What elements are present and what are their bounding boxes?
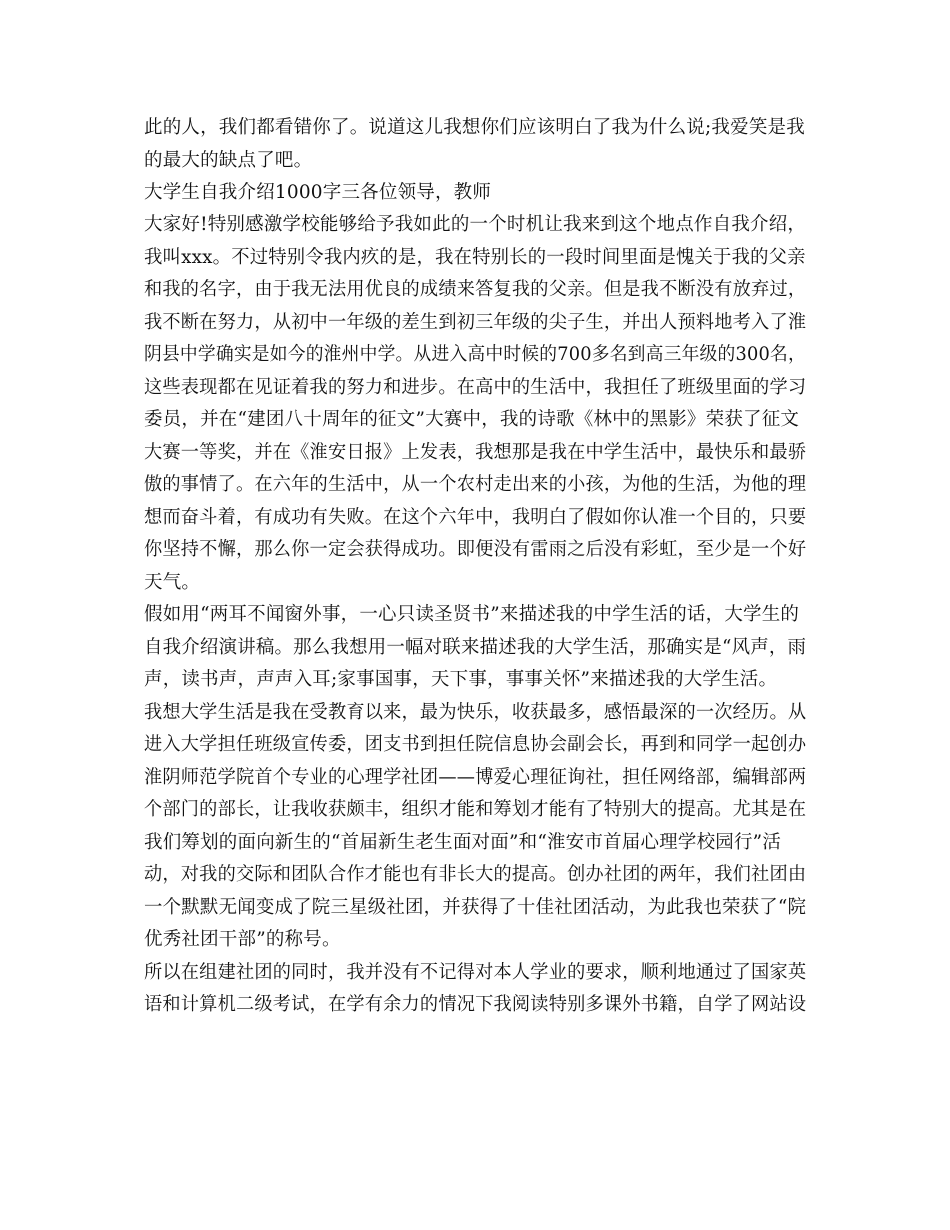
text-line: 一个默默无闻变成了院三星级社团，并获得了十佳社团活动，为此我也荣获了“院 [144,897,807,918]
text-line: 阴县中学确实是如今的淮州中学。从进入高中时候的700多名到高三年级的300名， [144,344,806,365]
text-line: 想而奋斗着，有成功有失败。在这个六年中，我明白了假如你认准一个目的，只要 [144,507,807,528]
text-line: 的最大的缺点了吧。 [144,150,313,171]
text-line: 大家好!特别感激学校能够给予我如此的一个时机让我来到这个地点作自我介绍， [144,214,807,235]
text-line: 天气。 [144,572,201,593]
text-line: 假如用“两耳不闻窗外事，一心只读圣贤书”来描述我的中学生活的话，大学生的 [144,604,800,625]
text-line: 傲的事情了。在六年的生活中，从一个农村走出来的小孩，为他的生活，为他的理 [144,474,807,495]
text-line: 淮阴师范学院首个专业的心理学社团——博爱心理征询社，担任网络部，编辑部两 [144,767,807,788]
text-line: 我们筹划的面向新生的“首届新生老生面对面”和“淮安市首届心理学校园行”活 [144,832,782,853]
text-line: 此的人，我们都看错你了。说道这儿我想你们应该明白了我为什么说;我爱笑是我 [144,117,805,138]
text-line: 委员，并在“建团八十周年的征文”大赛中，我的诗歌《林中的黑影》荣获了征文 [144,409,800,430]
text-line: 语和计算机二级考试，在学有余力的情况下我阅读特别多课外书籍，自学了网站设 [144,994,807,1015]
text-line: 动，对我的交际和团队合作才能也有非长大的提高。创办社团的两年，我们社团由 [144,864,807,885]
text-line: 我不断在努力，从初中一年级的差生到初三年级的尖子生，并出人预料地考入了淮 [144,312,807,333]
text-line: 自我介绍演讲稿。那么我想用一幅对联来描述我的大学生活，那确实是“风声，雨 [144,637,807,658]
text-line: 进入大学担任班级宣传委，团支书到担任院信息协会副会长，再到和同学一起创办 [144,734,807,755]
text-line: 我想大学生活是我在受教育以来，最为快乐，收获最多，感悟最深的一次经历。从 [144,702,807,723]
text-line: 这些表现都在见证着我的努力和进步。在高中的生活中，我担任了班级里面的学习 [144,377,807,398]
text-line: 个部门的部长，让我收获颇丰，组织才能和筹划才能有了特别大的提高。尤其是在 [144,799,807,820]
text-line: 我叫xxx。不过特别令我内疚的是，我在特别长的一段时间里面是愧关于我的父亲 [144,247,806,268]
text-line: 和我的名字，由于我无法用优良的成绩来答复我的父亲。但是我不断没有放弃过， [144,279,807,300]
text-line: 优秀社团干部”的称号。 [144,929,341,950]
text-line: 你坚持不懈，那么你一定会获得成功。即便没有雷雨之后没有彩虹，至少是一个好 [144,539,807,560]
text-line: 声，读书声，声声入耳;家事国事，天下事，事事关怀”来描述我的大学生活。 [144,669,778,690]
text-line: 大赛一等奖，并在《淮安日报》上发表，我想那是我在中学生活中，最快乐和最骄 [144,442,807,463]
section-heading: 大学生自我介绍1000字三各位领导，教师 [144,182,492,203]
text-line: 所以在组建社团的同时，我并没有不记得对本人学业的要求，顺利地通过了国家英 [144,962,807,983]
